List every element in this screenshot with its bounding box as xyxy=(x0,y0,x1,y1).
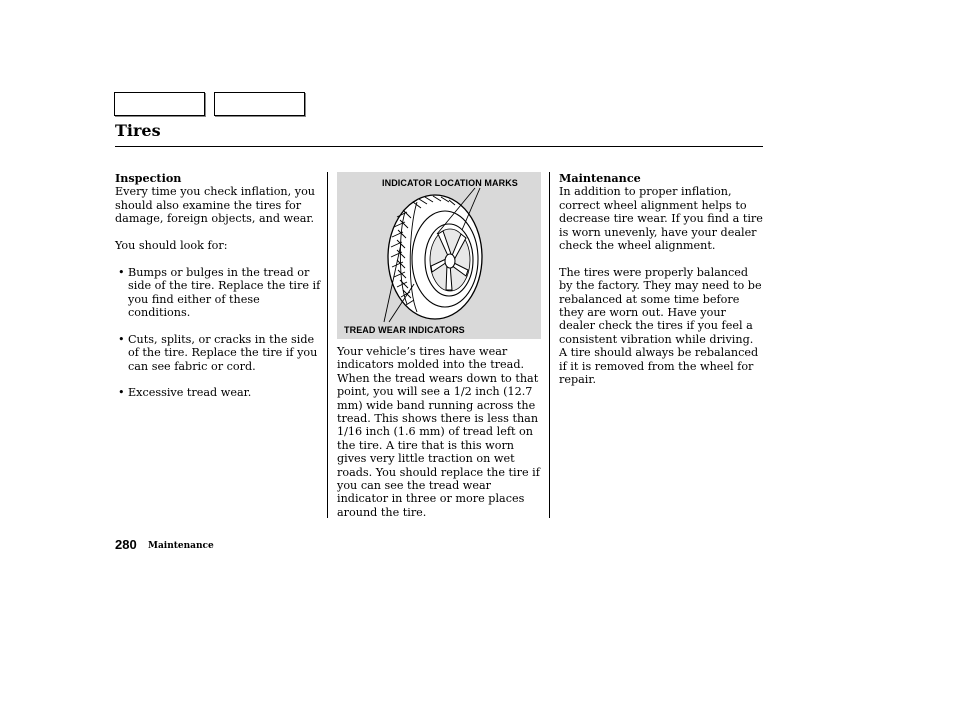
inspection-column xyxy=(115,172,323,400)
maintenance-para-1: In addition to proper inflation, correct wheel alignment helps to decrease tire wear. If you find a tire is worn unevenly, have your dealer check the wheel alignment. xyxy=(559,185,763,253)
bullet-icon: • xyxy=(118,265,125,279)
indicator-location-marks-label: INDICATOR LOCATION MARKS xyxy=(382,178,518,188)
list-item xyxy=(115,333,323,373)
bullet-icon: • xyxy=(118,386,125,400)
page-number: 280 xyxy=(115,537,137,552)
list-item xyxy=(115,386,323,399)
page-title: Tires xyxy=(115,121,161,140)
list-item xyxy=(115,266,323,320)
column-divider xyxy=(549,172,550,518)
inspection-heading: Inspection xyxy=(115,171,182,185)
bullet-text: Bumps or bulges in the tread or side of the tire. Replace the tire if you find either of these conditions. xyxy=(128,265,321,320)
maintenance-heading: Maintenance xyxy=(559,171,641,185)
bullet-icon: • xyxy=(118,332,125,346)
title-divider xyxy=(115,146,763,147)
header-tab-box-right xyxy=(214,92,305,116)
footer-section-name: Maintenance xyxy=(148,541,214,551)
maintenance-para-2: The tires were properly balanced by the factory. They may need to be rebalanced at some time before they are worn out. Have your dealer check the tires if you feel a consistent vibration while driving. A tire should always be rebalanced if it is removed from the wheel for repair. xyxy=(559,265,762,387)
look-for-text: You should look for: xyxy=(115,239,228,253)
tire-icon xyxy=(337,172,541,339)
maintenance-column xyxy=(559,172,763,386)
wear-indicator-column xyxy=(337,345,543,519)
inspection-intro: Every time you check inflation, you should also examine the tires for damage, foreign objects, and wear. xyxy=(115,185,316,226)
wear-indicator-text: Your vehicle’s tires have wear indicators molded into the tread. When the tread wears down to that point, you will see a 1/2 inch (12.7 mm) wide band running across the tread. This shows there is less than 1/16 inch (1.6 mm) of tread left on the tire. A tire that is this worn gives very little traction on wet roads. You should replace the tire if you can see the tread wear indicator in three or more places around the tire. xyxy=(337,345,540,519)
bullet-text: Cuts, splits, or cracks in the side of the tire. Replace the tire if you can see fabric or cord. xyxy=(128,332,318,373)
bullet-text: Excessive tread wear. xyxy=(128,386,252,400)
tire-illustration xyxy=(337,172,541,339)
header-tab-box-left xyxy=(114,92,205,116)
tread-wear-indicators-label: TREAD WEAR INDICATORS xyxy=(344,325,465,335)
column-divider xyxy=(327,172,328,518)
